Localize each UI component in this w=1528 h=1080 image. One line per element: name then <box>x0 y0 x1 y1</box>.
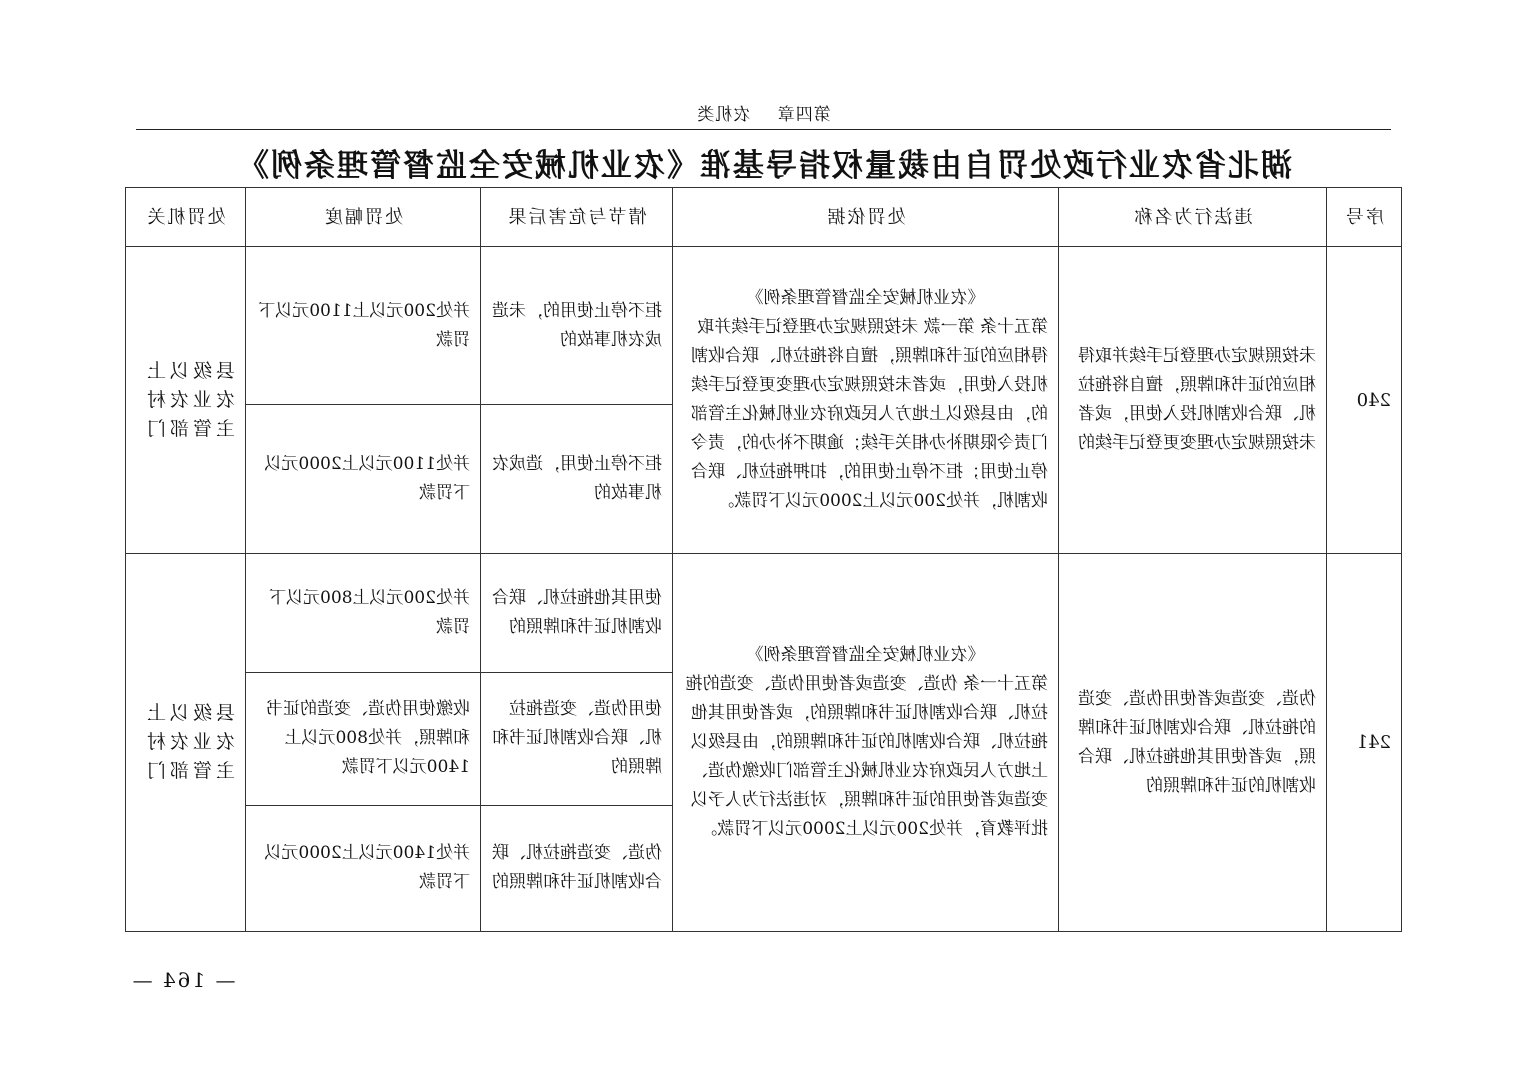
penalty-range-cell: 并处200元以上800元以下罚款 <box>246 554 481 672</box>
penalty-range-cell: 并处200元以上1100元以下罚款 <box>246 247 481 405</box>
penalty-basis <box>673 247 1059 554</box>
penalty-range-cell: 并处1100元以上2000元以下罚款 <box>246 405 481 554</box>
col-header-circumstance: 情节与危害后果 <box>481 188 673 247</box>
table-header-row <box>126 188 1402 247</box>
circumstance-cell: 拒不停止使用，造成农机事故的 <box>481 405 673 554</box>
col-header-range: 处罚幅度 <box>246 188 481 247</box>
basis-law-title: 《农业机械安全监督管理条例》 <box>746 288 985 309</box>
circumstance-cell: 伪造、变造拖拉机、联合收割机证书和牌照的 <box>481 805 673 931</box>
row-number: 241 <box>1327 554 1402 932</box>
agency-cell: 县级以上农业农村主管部门 <box>126 554 246 932</box>
basis-law-title: 《农业机械安全监督管理条例》 <box>746 645 985 666</box>
violation-name: 伪造、变造或者使用伪造、变造的拖拉机、联合收割机证书和牌照，或者使用其他拖拉机、联合收割机的证书和牌照的 <box>1059 554 1327 932</box>
penalty-table <box>125 187 1402 932</box>
col-header-basis: 处罚依据 <box>673 188 1059 247</box>
table-row <box>126 554 1402 672</box>
page-title: 湖北省农业行政处罚自由裁量权指导基准《农业机械安全监督管理条例》 <box>236 148 1292 184</box>
table-row <box>126 247 1402 405</box>
col-header-name: 违法行为名称 <box>1059 188 1327 247</box>
page-number: — 164 — <box>130 968 236 992</box>
penalty-basis <box>673 554 1059 932</box>
col-header-agency: 处罚机关 <box>126 188 246 247</box>
chapter-label: 第四章 <box>776 105 831 125</box>
basis-text: 第五十条 第一款 未按照规定办理登记手续并取得相应的证书和牌照，擅自将拖拉机、联合收割机投入使用，或者未按照规定办理变更登记手续的，由县级以上地方人民政府农业机械化主管部门责令限期补办相关手续；逾期不补办的，责令停止使用；拒不停止使用的，扣押拖拉机、联合收割机，并处200元以上2000元以下罚款。 <box>691 317 1048 512</box>
agency-cell: 县级以上农业农村主管部门 <box>126 247 246 554</box>
row-number: 240 <box>1327 247 1402 554</box>
category-label: 农机类 <box>696 105 751 125</box>
basis-text: 第五十一条 伪造、变造或者使用伪造、变造的拖拉机、联合收割机证书和牌照的，或者使用其他拖拉机、联合收割机的证书和牌照的，由县级以上地方人民政府农业机械化主管部门收缴伪造、变造或者使用的证书和牌照，对违法行为人予以批评教育，并处200元以上2000元以下罚款。 <box>685 674 1048 840</box>
col-header-no: 序号 <box>1327 188 1402 247</box>
penalty-range-cell: 收缴使用伪造、变造的证书和牌照，并处800元以上1400元以下罚款 <box>246 672 481 805</box>
penalty-range-cell: 并处1400元以上2000元以下罚款 <box>246 805 481 931</box>
circumstance-cell: 拒不停止使用的，未造成农机事故的 <box>481 247 673 405</box>
header-rule <box>136 129 1391 130</box>
running-header <box>136 100 1391 125</box>
violation-name: 未按照规定办理登记手续并取得相应的证书和牌照，擅自将拖拉机、联合收割机投入使用，或者未按照规定办理变更登记手续的 <box>1059 247 1327 554</box>
circumstance-cell: 使用伪造、变造拖拉机、联合收割机证书和牌照的 <box>481 672 673 805</box>
circumstance-cell: 使用其他拖拉机、联合收割机证书和牌照的 <box>481 554 673 672</box>
